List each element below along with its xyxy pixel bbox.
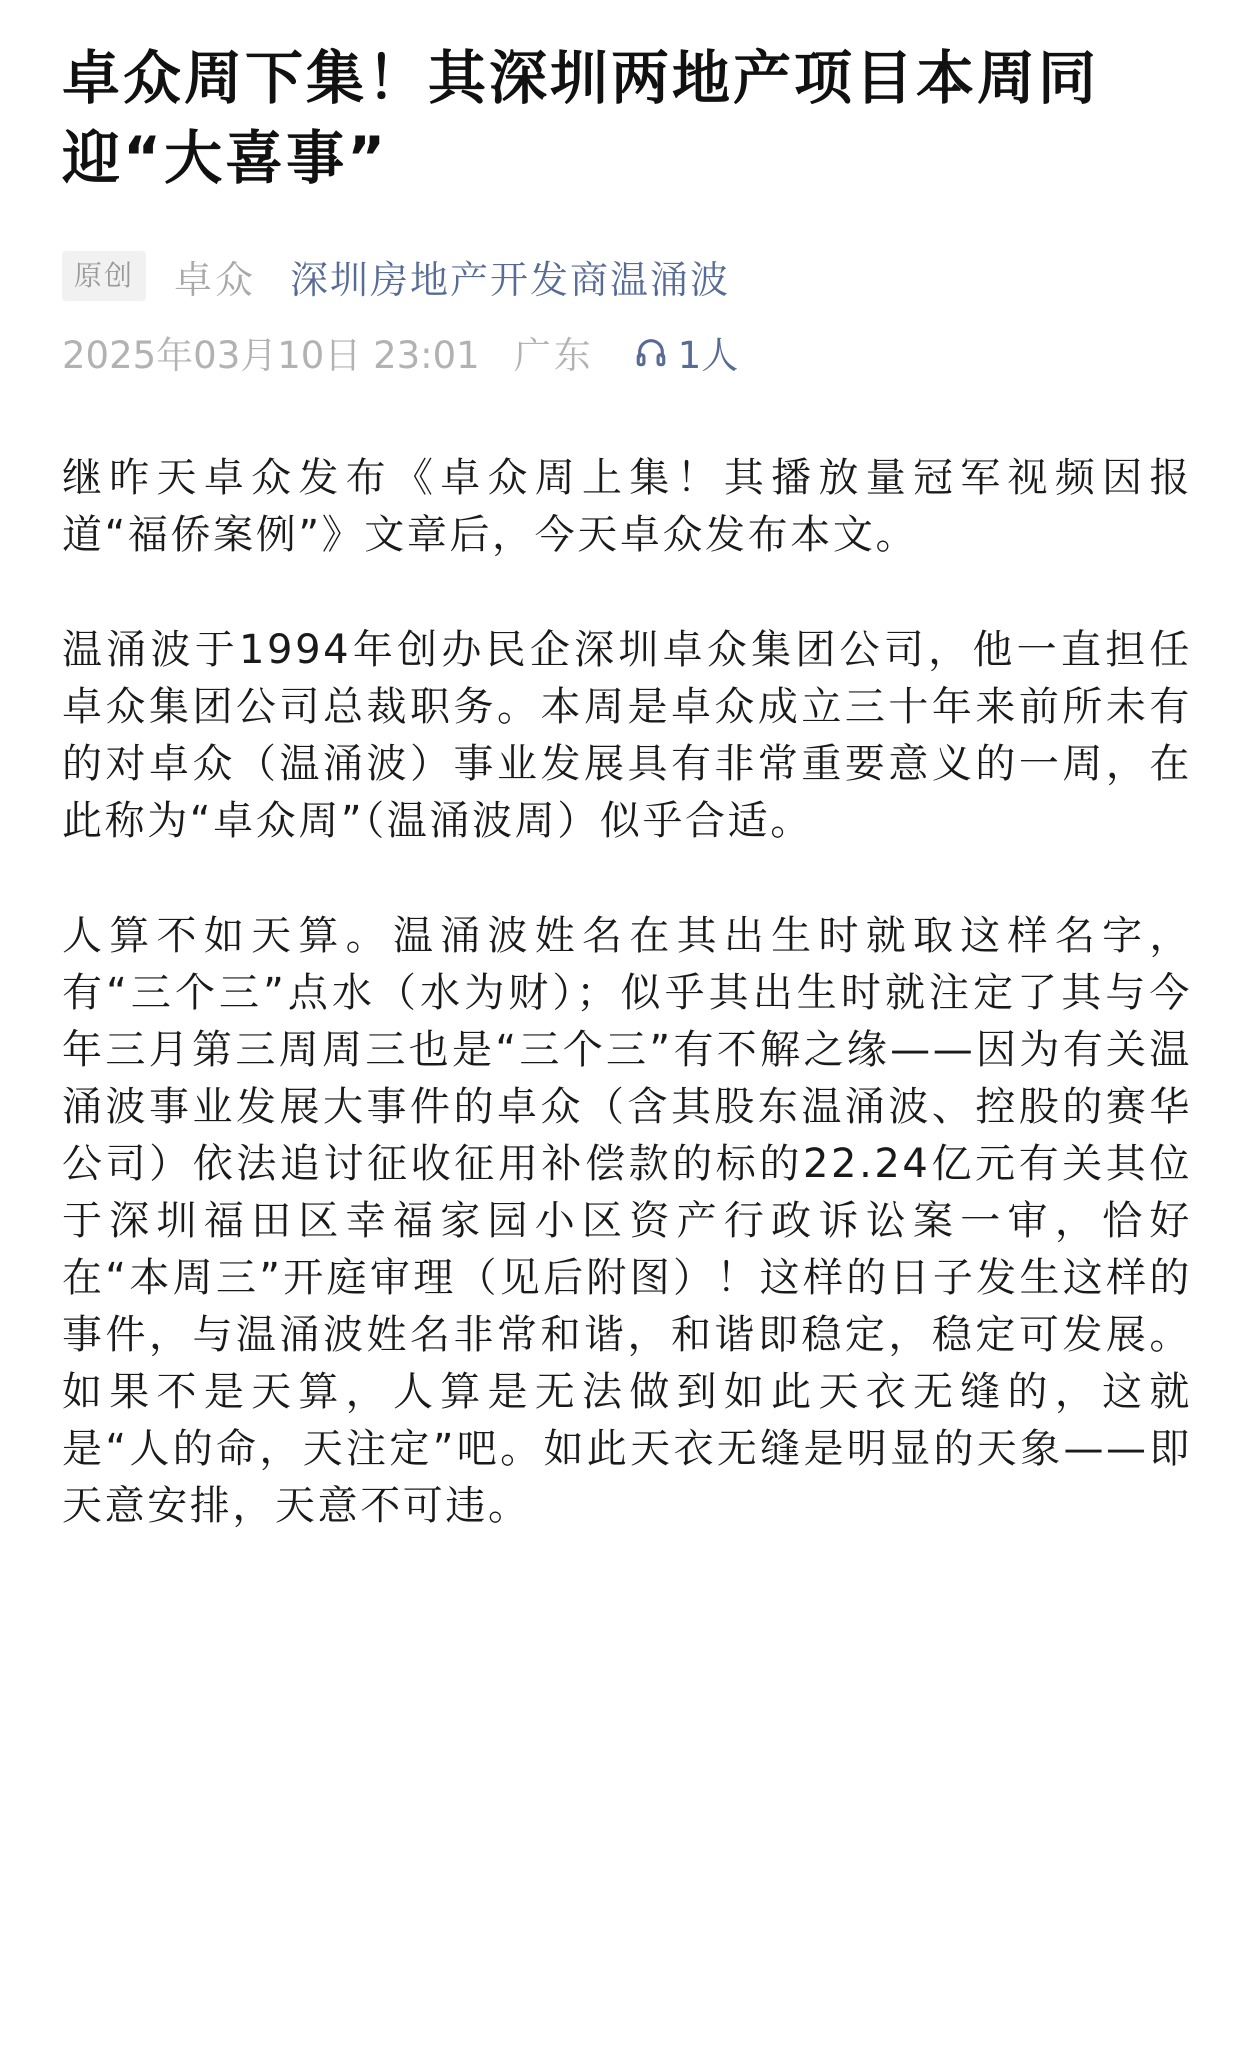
headphones-icon bbox=[634, 335, 668, 369]
article bbox=[62, 38, 1192, 1593]
publish-location: 广东 bbox=[513, 334, 594, 377]
article-meta-secondary bbox=[62, 322, 1192, 382]
paragraph: 继昨天卓众发布《卓众周上集！其播放量冠军视频因报道“福侨案例”》文章后，今天卓众发布本文。 bbox=[62, 455, 1192, 558]
original-tag: 原创 bbox=[62, 251, 146, 301]
paragraph: 温涌波于1994年创办民企深圳卓众集团公司，他一直担任卓众集团公司总裁职务。本周是卓众成立三十年来前所未有的对卓众（温涌波）事业发展具有非常重要意义的一周，在此称为“卓众周”（温涌波周）似乎合适。 bbox=[62, 627, 1192, 844]
listen-count: 1人 bbox=[677, 334, 739, 377]
article-meta bbox=[62, 248, 1192, 304]
paragraph: 人算不如天算。温涌波姓名在其出生时就取这样名字，有“三个三”点水（水为财）；似乎其出生时就注定了其与今年三月第三周周三也是“三个三”有不解之缘——因为有关温涌波事业发展大事件的卓众（含其股东温涌波、控股的赛华公司）依法追讨征收征用补偿款的标的22.24亿元有关其位于深圳福田区幸福家园小区资产行政诉讼案一审，恰好在“本周三”开庭审理（见后附图）！这样的日子发生这样的事件，与温涌波姓名非常和谐，和谐即稳定，稳定可发展。如果不是天算，人算是无法做到如此天衣无缝的，这就是“人的命，天注定”吧。如此天衣无缝是明显的天象——即天意安排，天意不可违。 bbox=[62, 913, 1192, 1529]
article-title: 卓众周下集！其深圳两地产项目本周同迎“大喜事” bbox=[62, 44, 1100, 192]
article-body bbox=[62, 450, 1192, 1535]
publish-datetime: 2025年03月10日 23:01 bbox=[62, 334, 480, 377]
account-link[interactable]: 深圳房地产开发商温涌波 bbox=[290, 257, 731, 302]
author-name[interactable]: 卓众 bbox=[174, 257, 257, 302]
listen-button[interactable] bbox=[634, 325, 739, 379]
